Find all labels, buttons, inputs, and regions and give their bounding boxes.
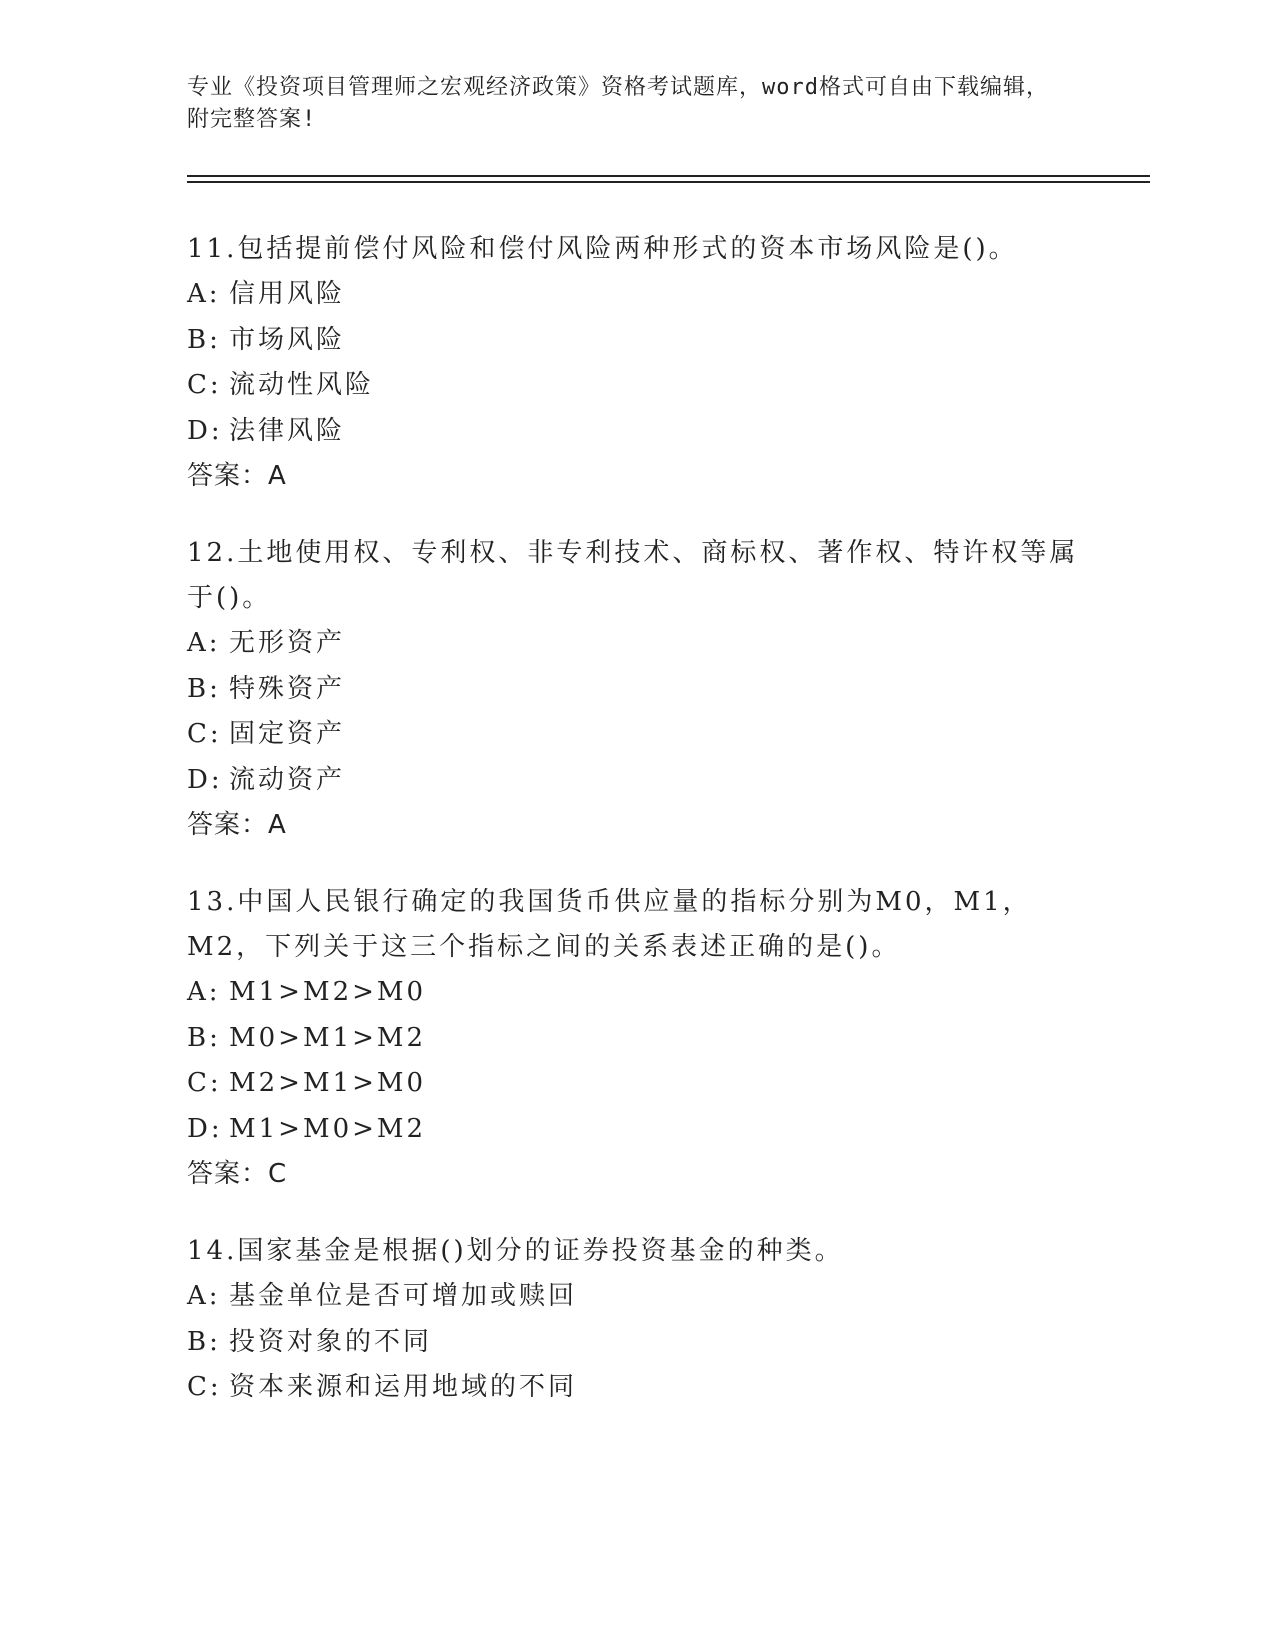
option-letter: C: xyxy=(187,1372,222,1402)
option-letter: A: xyxy=(187,628,221,658)
option-letter: C: xyxy=(187,1068,222,1098)
option-b xyxy=(187,667,1087,713)
option-b xyxy=(187,318,1087,364)
question-stem: 11.包括提前偿付风险和偿付风险两种形式的资本市场风险是()。 xyxy=(187,234,1018,264)
option-letter: B: xyxy=(187,1022,221,1053)
option-text: 固定资产 xyxy=(229,719,346,749)
option-letter: A: xyxy=(187,1281,221,1311)
answer-line: 答案：A xyxy=(187,810,287,840)
option-text: 流动性风险 xyxy=(229,370,375,400)
header-divider-bottom xyxy=(187,181,1150,183)
option-a xyxy=(187,1274,1087,1320)
option-b xyxy=(187,1320,1087,1366)
option-letter: C: xyxy=(187,719,222,749)
option-text: 流动资产 xyxy=(229,764,346,795)
option-text: 法律风险 xyxy=(229,415,346,446)
question-list xyxy=(187,227,1087,1443)
document-intro: 专业《投资项目管理师之宏观经济政策》资格考试题库，word格式可自由下载编辑，附完整答案! xyxy=(187,75,1049,132)
option-c xyxy=(187,1365,1087,1411)
option-letter: B: xyxy=(187,673,221,704)
option-text: 资本来源和运用地域的不同 xyxy=(229,1372,578,1402)
question-stem: 14.国家基金是根据()划分的证券投资基金的种类。 xyxy=(187,1236,844,1266)
option-text: 特殊资产 xyxy=(229,673,346,704)
option-text: M1>M0>M2 xyxy=(229,1113,427,1144)
option-c xyxy=(187,712,1087,758)
answer-line: 答案：C xyxy=(187,1159,288,1189)
option-letter: C: xyxy=(187,370,222,400)
question-13 xyxy=(187,880,1087,1197)
question-stem: 12.土地使用权、专利权、非专利技术、商标权、著作权、特许权等属于()。 xyxy=(187,538,1079,613)
question-stem: 13.中国人民银行确定的我国货币供应量的指标分别为M0，M1，M2，下列关于这三个指标之间的关系表述正确的是()。 xyxy=(187,887,1032,962)
option-a xyxy=(187,970,1087,1016)
option-d xyxy=(187,758,1087,804)
option-letter: A: xyxy=(187,279,221,309)
option-text: 投资对象的不同 xyxy=(229,1326,433,1357)
option-b xyxy=(187,1016,1087,1062)
question-11 xyxy=(187,227,1087,499)
option-a xyxy=(187,621,1087,667)
answer-line: 答案：A xyxy=(187,461,287,491)
option-letter: D: xyxy=(187,415,223,446)
option-c xyxy=(187,363,1087,409)
option-text: 信用风险 xyxy=(229,279,346,309)
option-d xyxy=(187,409,1087,455)
option-text: M2>M1>M0 xyxy=(229,1068,427,1098)
option-text: M0>M1>M2 xyxy=(229,1022,427,1053)
question-12 xyxy=(187,531,1087,848)
option-a xyxy=(187,272,1087,318)
option-letter: B: xyxy=(187,1326,221,1357)
option-letter: A: xyxy=(187,977,221,1007)
option-d xyxy=(187,1107,1087,1153)
option-letter: D: xyxy=(187,764,223,795)
header-divider-top xyxy=(187,175,1150,177)
option-letter: B: xyxy=(187,324,221,355)
option-letter: D: xyxy=(187,1113,223,1144)
option-text: 无形资产 xyxy=(229,628,346,658)
option-text: 基金单位是否可增加或赎回 xyxy=(229,1281,578,1311)
option-c xyxy=(187,1061,1087,1107)
option-text: 市场风险 xyxy=(229,324,346,355)
option-text: M1>M2>M0 xyxy=(229,977,427,1007)
question-14 xyxy=(187,1229,1087,1411)
